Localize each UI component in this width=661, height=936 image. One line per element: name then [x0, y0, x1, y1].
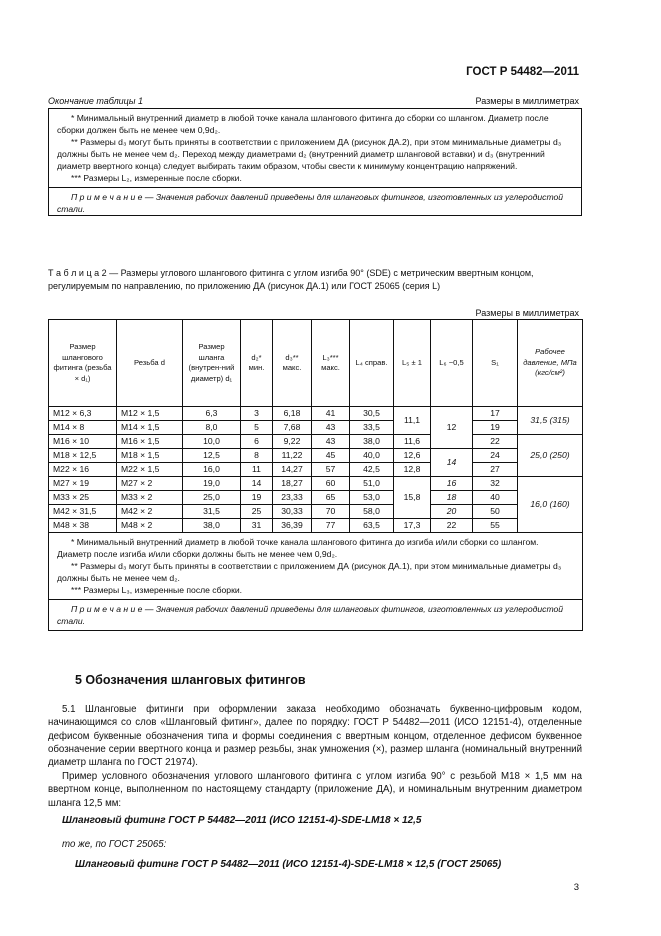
- cell-s1: 17: [473, 407, 518, 421]
- table1-note: П р и м е ч а н и е — Значения рабочих давлений приведены для шланговых фитингов, изготовленных из углеродистой стали.: [49, 187, 581, 218]
- cell-l4: 40,0: [350, 449, 394, 463]
- table2-caption: Т а б л и ц а 2 — Размеры углового шлангового фитинга с углом изгиба 90° (SDE) с метрическим ввертным концом, регулируемым по направлению, по приложению ДА (рисунок ДА.1) или ГОСТ 25065 (серия L): [48, 268, 534, 291]
- cell-l6: 18: [431, 491, 473, 505]
- cell-pressure: 16,0 (160): [518, 477, 583, 533]
- cell-l6: 14: [431, 449, 473, 477]
- cell-l5: 12,6: [394, 449, 431, 463]
- table-row: [49, 463, 583, 477]
- cell-size: M33 × 25: [49, 491, 117, 505]
- cell-d3: 7,68: [273, 421, 312, 435]
- cell-d3: 11,22: [273, 449, 312, 463]
- cell-l4: 51,0: [350, 477, 394, 491]
- same-as-label: то же, по ГОСТ 25065:: [62, 839, 167, 850]
- cell-d1: 8,0: [183, 421, 241, 435]
- col-header-s1: S₁: [473, 320, 518, 407]
- cell-d3: 18,27: [273, 477, 312, 491]
- footnote: *** Размеры L₂, измеренные после сборки.: [71, 173, 242, 183]
- table2: [48, 319, 583, 631]
- cell-d3: 23,33: [273, 491, 312, 505]
- cell-thread: M12 × 1,5: [117, 407, 183, 421]
- table2-note: П р и м е ч а н и е — Значения рабочих давлений приведены для шланговых фитингов, изготовленных из углеродистой стали.: [49, 600, 583, 631]
- cell-d1: 25,0: [183, 491, 241, 505]
- cell-d2: 25: [241, 505, 273, 519]
- col-header-l4: L₄ справ.: [350, 320, 394, 407]
- paragraph-5-1: 5.1 Шланговые фитинги при оформлении заказа необходимо обозначать буквенно-цифровым кодом, начинающимся со слов «Шланговый фитинг», далее по порядку: ГОСТ Р 54482—2011 (ИСО 12151-4), отделенные дефисом буквенные обозначения типа и формы соединения с ввертным концом, отделенное дефисом буквенное обозначение серии ввертного конца и размер резьбы, знак умножения (×), размер шланга (номинальный внутренний диаметр шланга по ГОСТ 21974).: [48, 704, 582, 769]
- example-intro: Пример условного обозначения углового шлангового фитинга с углом изгиба 90° с резьбой M18 × 1,5 мм на ввертном конце, выполненном по настоящему стандарту (приложение ДА), и номинальным внутренним диаметром шланга 12,5 мм:: [48, 771, 582, 809]
- cell-d3: 30,33: [273, 505, 312, 519]
- col-header-d2: d₂* мин.: [241, 320, 273, 407]
- footnote: ** Размеры d₃ могут быть приняты в соответствии с приложением ДА (рисунок ДА.1), при этом минимальные диаметры d₃ должны быть не менее чем d₂.: [57, 561, 562, 583]
- cell-l4: 38,0: [350, 435, 394, 449]
- table-header-row: [49, 320, 583, 407]
- cell-l3: 43: [312, 421, 350, 435]
- cell-thread: M16 × 1,5: [117, 435, 183, 449]
- table2-footnotes: [49, 533, 583, 600]
- cell-size: M12 × 6,3: [49, 407, 117, 421]
- cell-size: M18 × 12,5: [49, 449, 117, 463]
- cell-size: M22 × 16: [49, 463, 117, 477]
- cell-size: M42 × 31,5: [49, 505, 117, 519]
- cell-d3: 36,39: [273, 519, 312, 533]
- cell-d1: 10,0: [183, 435, 241, 449]
- table1-caption: Окончание таблицы 1: [48, 96, 143, 106]
- document-id: ГОСТ Р 54482—2011: [466, 66, 579, 78]
- table-row: [49, 421, 583, 435]
- cell-d2: 6: [241, 435, 273, 449]
- cell-s1: 40: [473, 491, 518, 505]
- cell-d2: 11: [241, 463, 273, 477]
- cell-l3: 43: [312, 435, 350, 449]
- cell-thread: M33 × 2: [117, 491, 183, 505]
- cell-l3: 41: [312, 407, 350, 421]
- cell-s1: 27: [473, 463, 518, 477]
- table1-footnotes: [49, 109, 581, 187]
- cell-thread: M18 × 1,5: [117, 449, 183, 463]
- cell-l4: 33,5: [350, 421, 394, 435]
- designation-example-gost: Шланговый фитинг ГОСТ Р 54482—2011 (ИСО 12151-4)-SDE-LM18 × 12,5 (ГОСТ 25065): [75, 859, 502, 870]
- cell-d2: 8: [241, 449, 273, 463]
- cell-l4: 42,5: [350, 463, 394, 477]
- cell-l5: 17,3: [394, 519, 431, 533]
- cell-l3: 77: [312, 519, 350, 533]
- table-row: [49, 491, 583, 505]
- page-number: 3: [573, 882, 579, 893]
- cell-s1: 32: [473, 477, 518, 491]
- table1-notes-box: [48, 108, 582, 216]
- col-header-l6: L₆ −0,5: [431, 320, 473, 407]
- cell-d1: 19,0: [183, 477, 241, 491]
- cell-l5: 12,8: [394, 463, 431, 477]
- cell-thread: M27 × 2: [117, 477, 183, 491]
- cell-l6: 12: [431, 407, 473, 449]
- cell-l4: 58,0: [350, 505, 394, 519]
- cell-d1: 16,0: [183, 463, 241, 477]
- cell-l5: 11,6: [394, 435, 431, 449]
- cell-l6: 20: [431, 505, 473, 519]
- cell-d1: 38,0: [183, 519, 241, 533]
- cell-size: M48 × 38: [49, 519, 117, 533]
- designation-example: Шланговый фитинг ГОСТ Р 54482—2011 (ИСО 12151-4)-SDE-LM18 × 12,5: [62, 815, 422, 826]
- col-header-hose: Размер шланга (внутрен-ний диаметр) d₁: [183, 320, 241, 407]
- table-footnotes-row: [49, 533, 583, 600]
- table-row: [49, 505, 583, 519]
- table-row: [49, 477, 583, 491]
- cell-thread: M42 × 2: [117, 505, 183, 519]
- cell-l6: 22: [431, 519, 473, 533]
- col-header-l3: L₃*** макс.: [312, 320, 350, 407]
- col-header-pressure: Рабочее давление, МПа (кгс/см²): [518, 320, 583, 407]
- cell-l4: 63,5: [350, 519, 394, 533]
- cell-d2: 19: [241, 491, 273, 505]
- footnote: ** Размеры d₃ могут быть приняты в соответствии с приложением ДА (рисунок ДА.2), при этом минимальные диаметры d₃ должны быть не менее чем d₂. Переход между диаметрами d₂ (внутренний диаметр шланговой вставки) и d₃ (внутренний диаметр ввертного конца) следует выбирать таким образом, чтобы свести к минимуму концентрацию напряжений.: [57, 137, 562, 171]
- cell-d2: 3: [241, 407, 273, 421]
- cell-l4: 30,5: [350, 407, 394, 421]
- footnote: *** Размеры L₃, измеренные после сборки.: [71, 585, 243, 595]
- cell-l3: 60: [312, 477, 350, 491]
- cell-pressure: 25,0 (250): [518, 435, 583, 477]
- table-row: [49, 519, 583, 533]
- cell-s1: 55: [473, 519, 518, 533]
- col-header-l5: L₅ ± 1: [394, 320, 431, 407]
- table-note-row: [49, 600, 583, 631]
- cell-thread: M14 × 1,5: [117, 421, 183, 435]
- table-row: [49, 407, 583, 421]
- cell-l5: 15,8: [394, 477, 431, 519]
- cell-l3: 45: [312, 449, 350, 463]
- cell-s1: 19: [473, 421, 518, 435]
- cell-d1: 12,5: [183, 449, 241, 463]
- cell-d3: 14,27: [273, 463, 312, 477]
- cell-d1: 31,5: [183, 505, 241, 519]
- cell-l6: 16: [431, 477, 473, 491]
- cell-thread: M22 × 1,5: [117, 463, 183, 477]
- table1-caption-row: [48, 96, 579, 106]
- cell-d3: 9,22: [273, 435, 312, 449]
- cell-l4: 53,0: [350, 491, 394, 505]
- cell-d1: 6,3: [183, 407, 241, 421]
- cell-l3: 70: [312, 505, 350, 519]
- section-title: 5 Обозначения шланговых фитингов: [75, 673, 306, 687]
- col-header-d3: d₃** макс.: [273, 320, 312, 407]
- footnote: * Минимальный внутренний диаметр в любой точке канала шлангового фитинга до изгиба и/или сборки со шлангом. Диаметр после изгиба и/или сборки должны быть не менее чем 0,9d₂.: [57, 537, 539, 559]
- table2-units: Размеры в миллиметрах: [475, 308, 579, 318]
- cell-l3: 65: [312, 491, 350, 505]
- cell-size: M14 × 8: [49, 421, 117, 435]
- cell-d2: 14: [241, 477, 273, 491]
- cell-d2: 5: [241, 421, 273, 435]
- cell-d3: 6,18: [273, 407, 312, 421]
- col-header-thread: Резьба d: [117, 320, 183, 407]
- cell-l5: 11,1: [394, 407, 431, 435]
- cell-l3: 57: [312, 463, 350, 477]
- cell-d2: 31: [241, 519, 273, 533]
- table1-units: Размеры в миллиметрах: [475, 96, 579, 106]
- cell-s1: 24: [473, 449, 518, 463]
- table-row: [49, 435, 583, 449]
- cell-s1: 50: [473, 505, 518, 519]
- cell-pressure: 31,5 (315): [518, 407, 583, 435]
- cell-s1: 22: [473, 435, 518, 449]
- table-row: [49, 449, 583, 463]
- cell-size: M27 × 19: [49, 477, 117, 491]
- cell-thread: M48 × 2: [117, 519, 183, 533]
- col-header-size: Размер шлангового фитинга (резьба × d₁): [49, 320, 117, 407]
- footnote: * Минимальный внутренний диаметр в любой точке канала шлангового фитинга до сборки со шлангом. Диаметр после сборки должен быть не менее чем 0,9d₂.: [57, 113, 549, 135]
- cell-size: M16 × 10: [49, 435, 117, 449]
